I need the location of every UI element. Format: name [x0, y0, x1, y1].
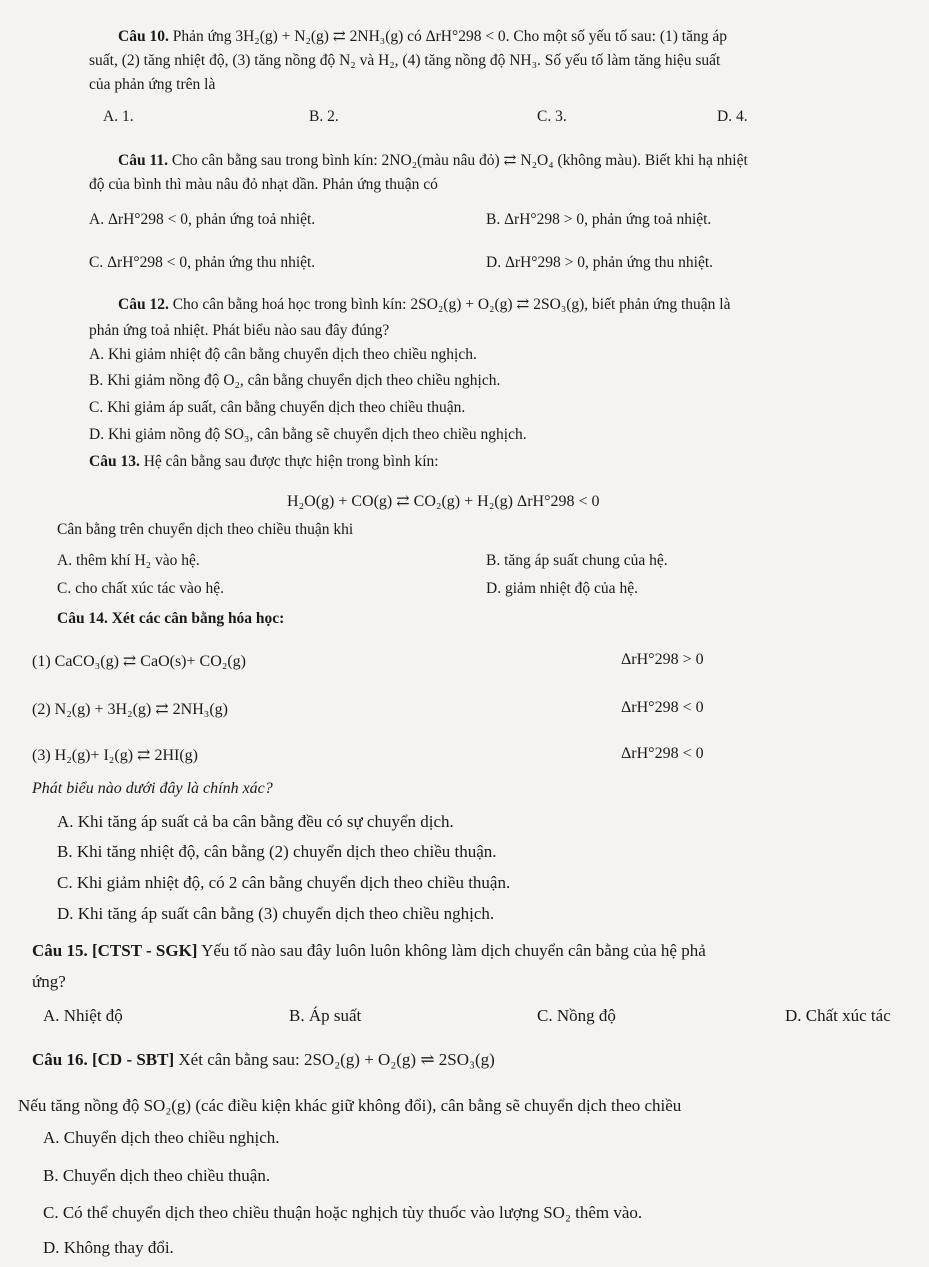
q15-option-b[interactable]: B. Áp suất — [289, 1006, 362, 1025]
q15-option-a[interactable]: A. Nhiệt độ — [43, 1006, 123, 1025]
q10-text1: Phản ứng 3H₂(g) + N₂(g) ⇄ 2NH₃(g) có ΔrH°298 < 0. Cho một số yếu tố sau: (1) tăng áp — [172, 28, 727, 45]
q10-line1 — [118, 27, 727, 47]
q11-line2: độ của bình thì màu nâu đỏ nhạt dần. Phản ứng thuận có — [89, 176, 438, 193]
q11-title: Câu 11. — [118, 152, 168, 169]
q10-option-a[interactable]: A. 1. — [103, 108, 134, 125]
q10-option-d[interactable]: D. 4. — [717, 108, 748, 125]
q13-line2: Cân bằng trên chuyển dịch theo chiều thuận khi — [57, 521, 354, 538]
q12-option-b[interactable]: B. Khi giảm nồng độ O₂, cân bằng chuyển dịch theo chiều nghịch. — [89, 372, 501, 389]
q11-option-b[interactable]: B. ΔrH°298 > 0, phản ứng toả nhiệt. — [486, 211, 712, 228]
q12-line2: phản ứng toả nhiệt. Phát biểu nào sau đây đúng? — [89, 322, 390, 339]
q15-option-d[interactable]: D. Chất xúc tác — [785, 1006, 891, 1025]
q14-eq1-dh: ΔrH°298 > 0 — [621, 651, 704, 668]
q14-text1: Xét các cân bằng hóa học: — [111, 610, 285, 627]
q15-text1: Yếu tố nào sau đây luôn luôn không làm dịch chuyển cân bằng của hệ phả — [201, 941, 706, 960]
q16-option-a[interactable]: A. Chuyển dịch theo chiều nghịch. — [43, 1128, 280, 1147]
q16-line1 — [32, 1050, 495, 1070]
q14-line1 — [57, 609, 284, 629]
q12-option-d[interactable]: D. Khi giảm nồng độ SO₃, cân bằng sẽ chuyển dịch theo chiều nghịch. — [89, 426, 527, 443]
q15-title: Câu 15. [CTST - SGK] — [32, 941, 198, 960]
q16-title: Câu 16. [CD - SBT] — [32, 1050, 175, 1069]
q13-option-d[interactable]: D. giảm nhiệt độ của hệ. — [486, 580, 638, 597]
q11-option-a[interactable]: A. ΔrH°298 < 0, phản ứng toả nhiệt. — [89, 211, 316, 228]
q11-option-d[interactable]: D. ΔrH°298 > 0, phản ứng thu nhiệt. — [486, 254, 714, 271]
q14-eq3-dh: ΔrH°298 < 0 — [621, 745, 704, 762]
q12-line1 — [118, 295, 730, 315]
q15-line1 — [32, 941, 706, 961]
q14-option-b[interactable]: B. Khi tăng nhiệt độ, cân bằng (2) chuyển dịch theo chiều thuận. — [57, 842, 497, 861]
q16-option-c[interactable]: C. Có thể chuyển dịch theo chiều thuận hoặc nghịch tùy thuốc vào lượng SO₂ thêm vào. — [43, 1203, 643, 1222]
q14-eq3: (3) H₂(g)+ I₂(g) ⇄ 2HI(g) — [32, 747, 198, 764]
q14-title: Câu 14. — [57, 610, 108, 627]
q14-eq2: (2) N₂(g) + 3H₂(g) ⇄ 2NH₃(g) — [32, 701, 229, 718]
q11-line1 — [118, 151, 748, 171]
q14-line2: Phát biểu nào dưới đây là chính xác? — [32, 780, 273, 797]
q13-option-b[interactable]: B. tăng áp suất chung của hệ. — [486, 552, 668, 569]
q13-text1: Hệ cân bằng sau được thực hiện trong bình kín: — [143, 453, 439, 470]
q14-option-d[interactable]: D. Khi tăng áp suất cân bằng (3) chuyển dịch theo chiều nghịch. — [57, 904, 495, 923]
q16-text1: Xét cân bằng sau: 2SO₂(g) + O₂(g) ⇌ 2SO₃(g) — [178, 1050, 495, 1069]
q15-line2: ứng? — [32, 972, 66, 991]
q13-option-c[interactable]: C. cho chất xúc tác vào hệ. — [57, 580, 224, 597]
q13-line1 — [89, 452, 439, 472]
q16-option-b[interactable]: B. Chuyển dịch theo chiều thuận. — [43, 1166, 271, 1185]
q13-title: Câu 13. — [89, 453, 140, 470]
q12-option-a[interactable]: A. Khi giảm nhiệt độ cân bằng chuyển dịch theo chiều nghịch. — [89, 346, 477, 363]
q12-text1: Cho cân bằng hoá học trong bình kín: 2SO₂(g) + O₂(g) ⇄ 2SO₃(g), biết phản ứng thuận là — [172, 296, 731, 313]
q10-option-c[interactable]: C. 3. — [537, 108, 567, 125]
q16-line2: Nếu tăng nồng độ SO₂(g) (các điều kiện khác giữ không đổi), cân bằng sẽ chuyển dịch theo chiều — [18, 1096, 682, 1115]
q14-eq2-dh: ΔrH°298 < 0 — [621, 699, 704, 716]
q11-option-c[interactable]: C. ΔrH°298 < 0, phản ứng thu nhiệt. — [89, 254, 316, 271]
q14-eq1: (1) CaCO₃(g) ⇄ CaO(s)+ CO₂(g) — [32, 653, 246, 670]
q16-option-d[interactable]: D. Không thay đổi. — [43, 1238, 174, 1257]
q10-title: Câu 10. — [118, 28, 169, 45]
q12-option-c[interactable]: C. Khi giảm áp suất, cân bằng chuyển dịch theo chiều thuận. — [89, 399, 466, 416]
q14-option-a[interactable]: A. Khi tăng áp suất cả ba cân bằng đều có sự chuyển dịch. — [57, 812, 454, 831]
q10-line3: của phản ứng trên là — [89, 76, 216, 93]
q13-equation: H₂O(g) + CO(g) ⇄ CO₂(g) + H₂(g) ΔrH°298 < 0 — [287, 493, 600, 510]
q10-line2: suất, (2) tăng nhiệt độ, (3) tăng nồng độ N₂ và H₂, (4) tăng nồng độ NH₃. Số yếu tố làm tăng hiệu suất — [89, 52, 721, 69]
q14-option-c[interactable]: C. Khi giảm nhiệt độ, có 2 cân bằng chuyển dịch theo chiều thuận. — [57, 873, 511, 892]
q12-title: Câu 12. — [118, 296, 169, 313]
q10-option-b[interactable]: B. 2. — [309, 108, 339, 125]
q15-option-c[interactable]: C. Nồng độ — [537, 1006, 616, 1025]
q11-text1: Cho cân bằng sau trong bình kín: 2NO₂(màu nâu đỏ) ⇄ N₂O₄ (không màu). Biết khi hạ nhiệt — [171, 152, 748, 169]
q13-option-a[interactable]: A. thêm khí H₂ vào hệ. — [57, 552, 200, 569]
